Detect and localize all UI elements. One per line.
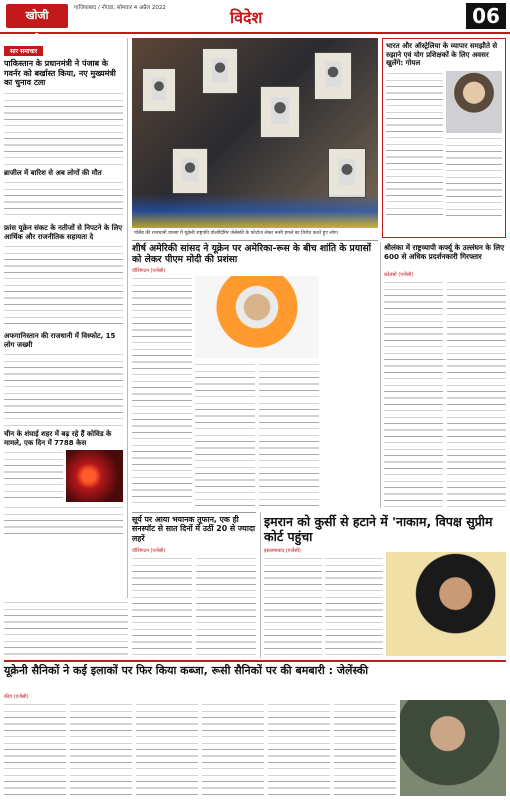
masthead [0, 0, 510, 46]
section-title: विदेश [230, 8, 263, 27]
modi-byline: वॉशिंगटन (एजेंसी) [132, 268, 166, 274]
imran-body-col2 [325, 556, 383, 656]
modi-body-col2 [195, 362, 255, 508]
zelensky-body-col6 [334, 702, 396, 796]
storm-body-col2 [196, 556, 256, 656]
modi-body-col1 [132, 276, 192, 508]
lanka-headline: श्रीलंका में राष्ट्रव्यापी कर्फ्यू के उल्लंघन के लिए 600 से अधिक प्रदर्शनकारी गिरफ्तार [384, 243, 505, 261]
zelensky-photo [400, 700, 506, 796]
protest-photo-caption: पोलैंड की राजधानी वारसा में यूक्रेनी राष्ट्रपति वोलोदिमिर जेलेंस्की के फोटोज लेकर रूसी हमले का विरोध करते हुए लोग। [134, 231, 339, 236]
imran-byline: इस्लामाबाद (एजेंसी) [264, 548, 301, 554]
brief-headline-afghanistan: अफगानिस्तान की राजधानी में विस्फोट, 15 लोग जख्मी [4, 332, 116, 349]
modi-headline: शीर्ष अमेरिकी सांसद ने यूक्रेन पर अमेरिका-रूस के बीच शांति के प्रयासों को लेकर पीएम मोदी की प्रशंसा [132, 243, 372, 265]
brief-body-afghanistan [4, 352, 123, 426]
left-column-continued [4, 600, 128, 656]
zelensky-byline: कीव (एजेंसी) [4, 694, 29, 700]
dateline: गाजियाबाद / नोएडा, सोमवार 4 अप्रैल 2022 [74, 5, 166, 11]
modi-body-col3 [259, 362, 319, 508]
zelensky-body-col1 [4, 702, 66, 796]
lanka-body-col1 [384, 280, 443, 508]
zelensky-body-col5 [268, 702, 330, 796]
imran-khan-photo [386, 552, 506, 656]
brief-headline-france: फ्रांस यूक्रेन संकट के नतीजों से निपटने के लिए आर्थिक और राजनीतिक सहायता दे [4, 224, 123, 241]
fire-photo [66, 450, 123, 502]
storm-body-col1 [132, 556, 192, 656]
protest-photo [132, 38, 378, 228]
briefs-tag: सार समाचार [4, 46, 43, 56]
modi-photo [195, 276, 319, 358]
imran-body-col1 [264, 556, 322, 656]
zelensky-body-col2 [70, 702, 132, 796]
brief-body-brazil [4, 180, 123, 220]
brief-body-china-cont [4, 505, 123, 535]
brief-headline-china: चीन के शंघाई शहर में बढ़ रहे हैं कोविड के मामले, एक दिन में 7788 केस [4, 430, 112, 447]
brief-body-china [4, 450, 63, 502]
goyal-headline: भारत और ऑस्ट्रेलिया के व्यापार समझौते से रुझाने एवं योग प्रशिक्षकों के लिए अवसर खुलेंगे: गोयल [386, 42, 498, 68]
page-number: 06 [466, 3, 506, 29]
newspaper-logo: खोजी एनसीआर [6, 4, 68, 28]
zelensky-body-col3 [136, 702, 198, 796]
goyal-body [386, 71, 443, 219]
zelensky-headline: यूक्रेनी सैनिकों ने कई इलाकों पर फिर किया कब्जा, रूसी सैनिकों पर की बमबारी : जेलेंस्की [4, 664, 369, 677]
goyal-body-cont [446, 136, 502, 218]
brief-body-pakistan [4, 91, 123, 165]
imran-headline: इमरान को कुर्सी से हटाने में 'नाकाम, विपक्ष सुप्रीम कोर्ट पहुंचा [264, 514, 493, 544]
goyal-photo [446, 71, 502, 133]
brief-body-france [4, 244, 123, 328]
lanka-body-col2 [447, 280, 506, 508]
news-briefs-column [4, 38, 128, 598]
storm-headline: सूर्य पर आया भयानक तूफान, एक ही सनस्पॉट से सात दिनों में उठीं 20 से ज्यादा लहरें [132, 515, 256, 543]
lanka-byline: कोलंबो (एजेंसी) [384, 272, 414, 278]
storm-byline: वॉशिंगटन (एजेंसी) [132, 548, 166, 554]
zelensky-body-col4 [202, 702, 264, 796]
brief-headline-pakistan: पाकिस्तान के प्रधानमंत्री ने पंजाब के गवर्नर को बर्खास्त किया, नए मुख्यमंत्री का चुनाव टला [4, 59, 116, 87]
goyal-story-box [382, 38, 506, 238]
brief-headline-brazil: ब्राजील में बारिश से अब लोगों की मौत [4, 168, 102, 177]
